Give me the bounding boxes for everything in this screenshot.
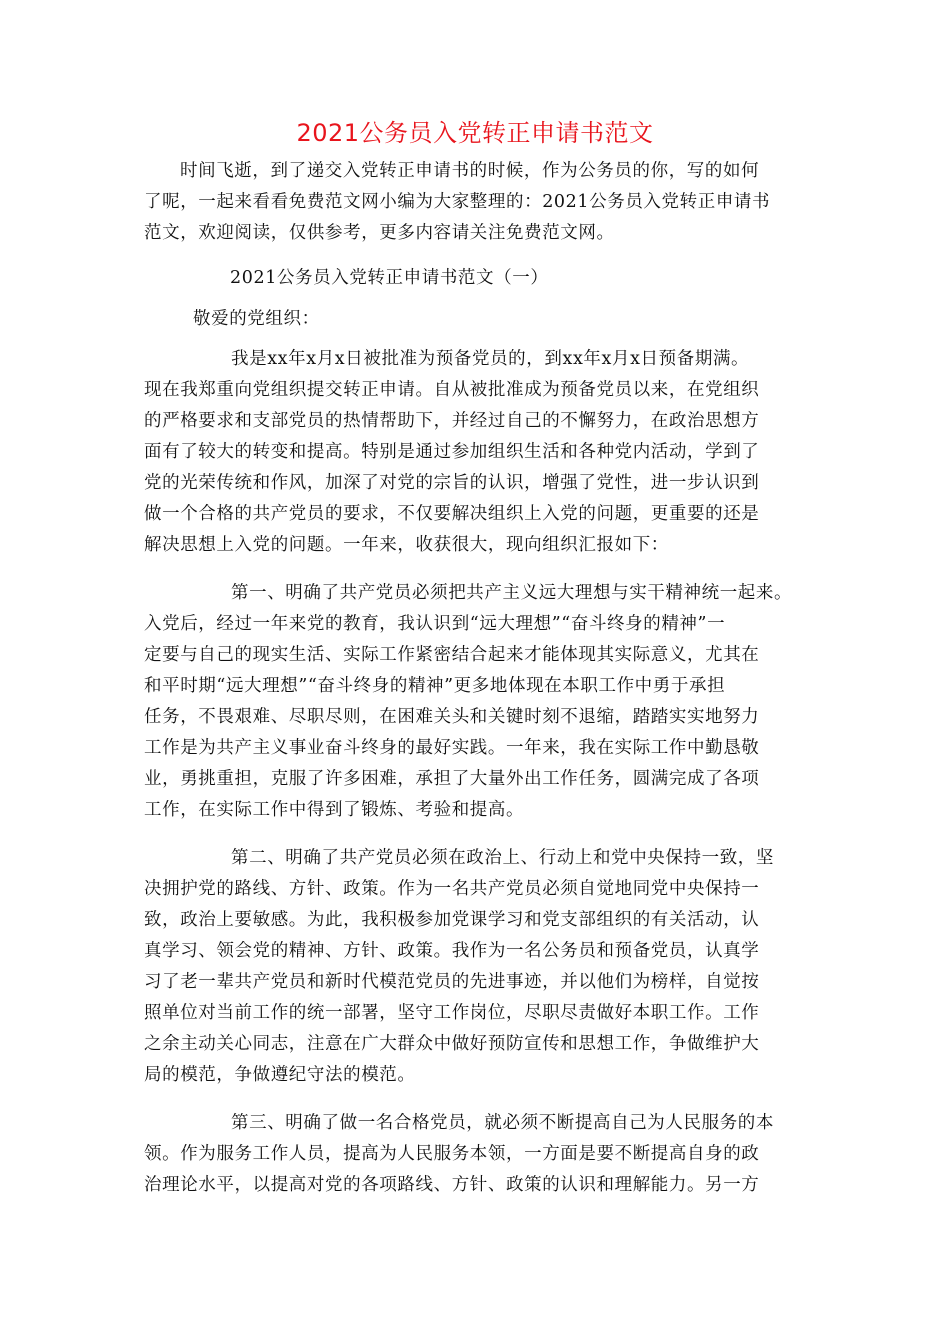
section-subtitle: 2021公务员入党转正申请书范文（一） xyxy=(230,268,549,288)
document-title: 2021公务员入党转正申请书范文 xyxy=(296,119,654,147)
paragraph1-line: 党的光荣传统和作风，加深了对党的宗旨的认识，增强了党性，进一步认识到 xyxy=(144,473,760,493)
paragraph2-line: 第一、明确了共产党员必须把共产主义远大理想与实干精神统一起来。 xyxy=(231,583,793,603)
paragraph1-line: 做一个合格的共产党员的要求，不仅要解决组织上入党的问题，更重要的还是 xyxy=(144,504,760,524)
paragraph3-line: 照单位对当前工作的统一部署，坚守工作岗位，尽职尽责做好本职工作。工作 xyxy=(144,1003,760,1023)
paragraph3-line: 决拥护党的路线、方针、政策。作为一名共产党员必须自觉地同党中央保持一 xyxy=(144,879,760,899)
paragraph3-line: 之余主动关心同志，注意在广大群众中做好预防宣传和思想工作，争做维护大 xyxy=(144,1034,760,1054)
paragraph1-line: 的严格要求和支部党员的热情帮助下，并经过自己的不懈努力，在政治思想方 xyxy=(144,411,760,431)
intro-line: 时间飞逝，到了递交入党转正申请书的时候，作为公务员的你，写的如何 xyxy=(180,161,760,181)
intro-line: 范文，欢迎阅读，仅供参考，更多内容请关注免费范文网。 xyxy=(144,223,615,243)
paragraph1-line: 现在我郑重向党组织提交转正申请。自从被批准成为预备党员以来，在党组织 xyxy=(144,380,760,400)
paragraph3-line: 第二、明确了共产党员必须在政治上、行动上和党中央保持一致，坚 xyxy=(231,848,774,868)
salutation: 敬爱的党组织： xyxy=(193,309,320,329)
paragraph1-line: 我是xx年x月x日被批准为预备党员的，到xx年x月x日预备期满。 xyxy=(231,349,750,369)
intro-line: 了呢，一起来看看免费范文网小编为大家整理的：2021公务员入党转正申请书 xyxy=(144,192,771,212)
paragraph4-line: 第三、明确了做一名合格党员，就必须不断提高自己为人民服务的本 xyxy=(231,1113,774,1133)
paragraph3-line: 真学习、领会党的精神、方针、政策。我作为一名公务员和预备党员，认真学 xyxy=(144,941,760,961)
paragraph3-line: 致，政治上要敏感。为此，我积极参加党课学习和党支部组织的有关活动，认 xyxy=(144,910,760,930)
paragraph3-line: 习了老一辈共产党员和新时代模范党员的先进事迹，并以他们为榜样，自觉按 xyxy=(144,972,760,992)
paragraph2-line: 入党后，经过一年来党的教育，我认识到“远大理想”“奋斗终身的精神”一 xyxy=(144,614,726,634)
paragraph2-line: 工作是为共产主义事业奋斗终身的最好实践。一年来，我在实际工作中勤恳敬 xyxy=(144,738,760,758)
paragraph2-line: 业，勇挑重担，克服了许多困难，承担了大量外出工作任务，圆满完成了各项 xyxy=(144,769,760,789)
paragraph2-line: 定要与自己的现实生活、实际工作紧密结合起来才能体现其实际意义，尤其在 xyxy=(144,645,760,665)
paragraph4-line: 领。作为服务工作人员，提高为人民服务本领，一方面是要不断提高自身的政 xyxy=(144,1144,760,1164)
paragraph2-line: 工作，在实际工作中得到了锻炼、考验和提高。 xyxy=(144,800,525,820)
paragraph4-line: 治理论水平，以提高对党的各项路线、方针、政策的认识和理解能力。另一方 xyxy=(144,1175,760,1195)
paragraph2-line: 和平时期“远大理想”“奋斗终身的精神”更多地体现在本职工作中勇于承担 xyxy=(144,676,726,696)
paragraph1-line: 解决思想上入党的问题。一年来，收获很大，现向组织汇报如下： xyxy=(144,535,669,555)
paragraph3-line: 局的模范，争做遵纪守法的模范。 xyxy=(144,1065,416,1085)
paragraph1-line: 面有了较大的转变和提高。特别是通过参加组织生活和各种党内活动，学到了 xyxy=(144,442,760,462)
paragraph2-line: 任务，不畏艰难、尽职尽则，在困难关头和关键时刻不退缩，踏踏实实地努力 xyxy=(144,707,760,727)
